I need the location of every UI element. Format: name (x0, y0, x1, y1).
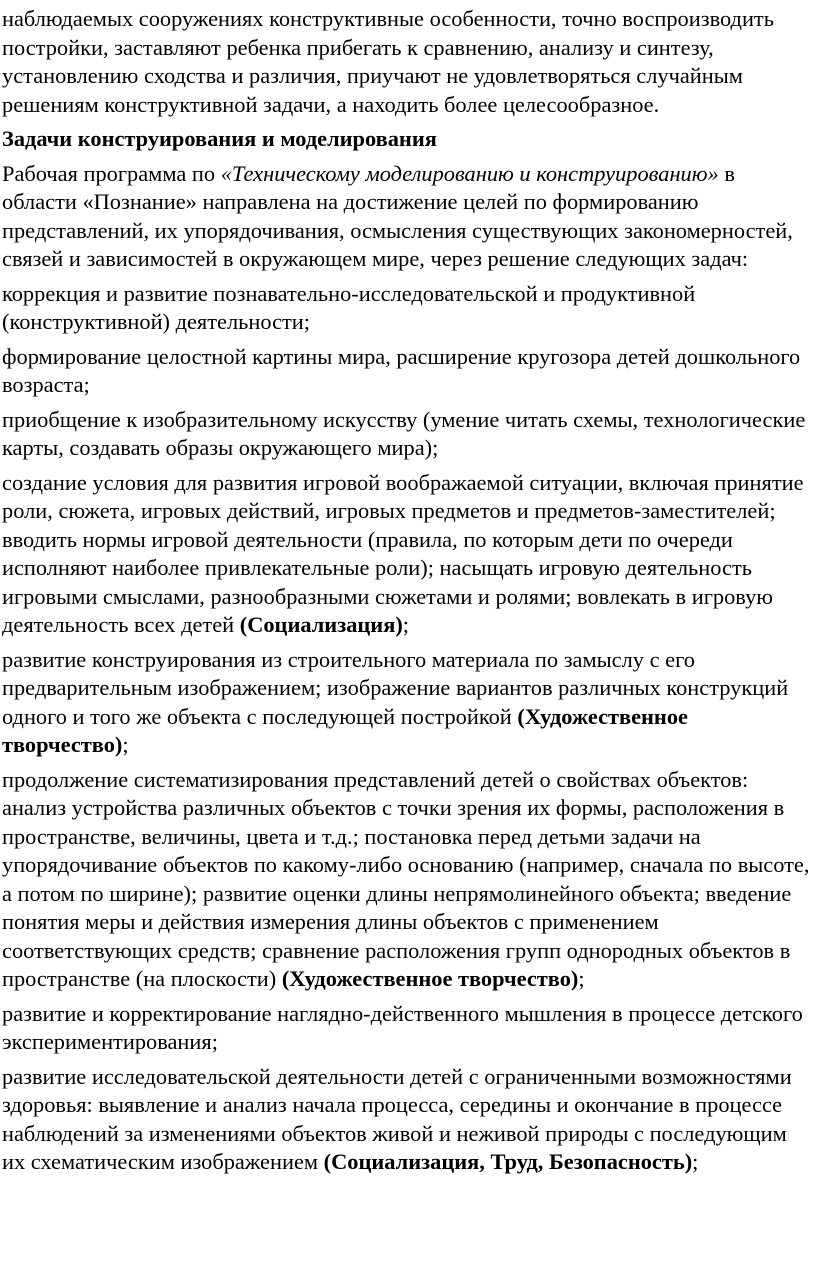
program-tail: в области «Познание» направлена на достижение целей по формированию представлений, их упорядочивания, осмысления существующих закономерностей, связей и зависимостей в окружающем мире, через решение следующих задач: (2, 160, 793, 271)
task-item (2, 343, 814, 400)
task-end: ; (122, 732, 129, 757)
task-item (2, 469, 814, 640)
task-item (2, 646, 814, 760)
task-end: ; (402, 612, 410, 637)
program-lead: Рабочая программа по (2, 160, 221, 186)
program-paragraph (2, 160, 814, 274)
task-text: приобщение к изобразительному искусству (умение читать схемы, технологические карты, создавать образы окружающего мира); (2, 406, 806, 460)
document-page (2, 5, 814, 1183)
task-end: ; (578, 966, 585, 991)
intro-paragraph: наблюдаемых сооружениях конструктивные особенности, точно воспроизводить постройки, заставляют ребенка прибегать к сравнению, анализу и синтезу, установлению сходства и различия, приучают не удовлетворяться случайным решениям конструктивной задачи, а находить более целесообразное. (2, 6, 774, 117)
task-text: развитие конструирования из строительного материала по замыслу с его предварительным изображением; изображение вариантов различных конструкций одного и того же объекта с последующей постройкой (2, 646, 789, 729)
task-item (2, 406, 814, 463)
section-heading: Задачи конструирования и моделирования (2, 126, 437, 151)
task-text: создание условия для развития игровой воображаемой ситуации, включая принятие роли, сюжета, игровых действий, игровых предметов и предметов-заместителей; вводить нормы игровой деятельности (правила, по которым дети по очереди исполняют наиболее привлекательные роли); насыщать игровую деятельность игровыми смыслами, разнообразными сюжетами и ролями; вовлекать в игровую деятельность всех детей (2, 469, 804, 637)
task-text: развитие исследовательской деятельности детей с ограниченными возможностями здоровья: выявление и анализ начала процесса, середины и окончание в процессе наблюдений за изменениями объектов живой и неживой природы с последующим их схематическим изображением (2, 1063, 792, 1174)
task-text: развитие и корректирование наглядно-действенного мышления в процессе детского экспериментирования; (2, 1000, 803, 1054)
task-item (2, 1063, 814, 1177)
task-area-label: (Художественное творчество) (281, 966, 579, 991)
task-item (2, 766, 814, 994)
program-title: «Техническому моделированию и конструированию» (220, 160, 719, 186)
task-area-label: (Социализация) (239, 612, 403, 637)
task-area-label: (Художественное творчество) (2, 703, 688, 757)
task-text: продолжение систематизирования представлений детей о свойствах объектов: анализ устройства различных объектов с точки зрения их формы, расположения в пространстве, величины, цвета и т.д.; постановка перед детьми задачи на упорядочивание объектов по какому-либо основанию (например, сначала по высоте, а потом по ширине); развитие оценки длины непрямолинейного объекта; введение понятия меры и действия измерения длины объектов с применением соответствующих средств; сравнение расположения групп однородных объектов в пространстве (на плоскости) (2, 766, 810, 991)
task-item (2, 280, 814, 337)
task-text: коррекция и развитие познавательно-исследовательской и продуктивной (конструктивной) деятельности; (2, 280, 696, 334)
task-end: ; (692, 1149, 699, 1174)
task-text: формирование целостной картины мира, расширение кругозора детей дошкольного возраста; (2, 343, 801, 397)
task-area-label: (Социализация, Труд, Безопасность) (323, 1149, 693, 1174)
task-item (2, 1000, 814, 1057)
